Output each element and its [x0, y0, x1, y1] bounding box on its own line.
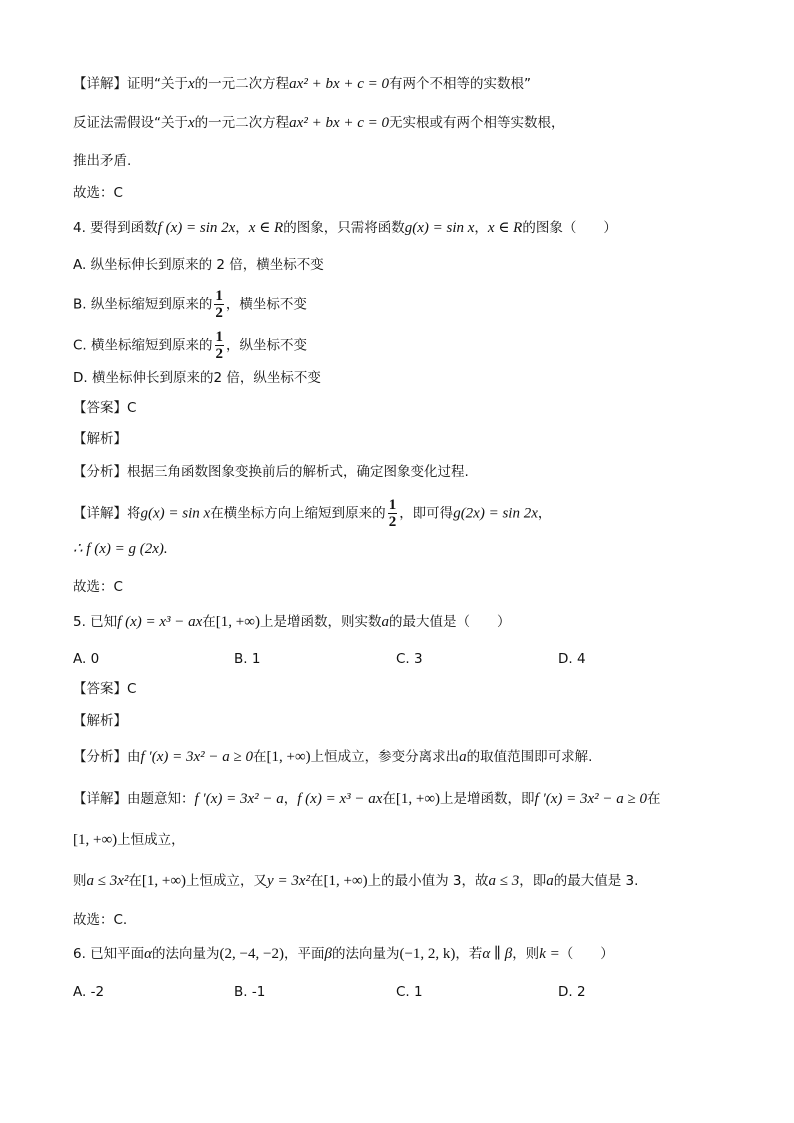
text: 反证法需假设“关于 — [73, 115, 188, 131]
text: ，若 — [455, 946, 483, 962]
math-equation: k = — [539, 946, 560, 962]
fraction — [388, 497, 398, 530]
text: ，即可得 — [399, 505, 454, 522]
detail-tag: 【详解】 — [73, 76, 127, 92]
text: 在 — [382, 791, 396, 807]
text: B. 纵坐标缩短到原来的 — [73, 296, 213, 313]
option-a: A. 0 — [73, 651, 100, 667]
detail-5-line-2 — [73, 830, 185, 850]
math-var: α — [144, 946, 153, 962]
text: 【详解】由题意知： — [73, 791, 195, 807]
math-interval: [1, +∞) — [395, 791, 441, 807]
answer-label: 【答案】C — [73, 681, 137, 697]
option-b: B. -1 — [234, 984, 266, 1000]
numerator: 1 — [215, 288, 223, 304]
text: 在 — [128, 873, 142, 889]
text: 上的最小值为 3，故 — [367, 873, 489, 889]
text: ，即 — [519, 873, 547, 889]
math-equation: g(2x) = sin 2x — [453, 505, 538, 522]
denominator: 2 — [388, 514, 397, 530]
detail-line-1 — [73, 74, 531, 94]
math-interval: [1, +∞) — [73, 832, 118, 848]
text: 则 — [73, 873, 87, 889]
numerator: 1 — [215, 329, 224, 345]
math-domain: x ∈ R — [487, 220, 523, 236]
question-6 — [73, 944, 614, 964]
math-equation: g(x) = sin x — [404, 220, 475, 236]
text: 6. 已知平面 — [73, 946, 145, 962]
numerator: 1 — [388, 497, 397, 513]
conclusion-4 — [73, 539, 168, 559]
text: 在 — [202, 614, 216, 630]
math-domain: x ∈ R — [248, 220, 284, 236]
text: 上恒成立，又 — [186, 873, 268, 889]
math-equation: α ∥ β — [482, 946, 513, 962]
option-d: D. 横坐标伸长到原来的2 倍，纵坐标不变 — [73, 370, 321, 386]
detail-5-line-1 — [73, 789, 661, 809]
detail-line-2 — [73, 113, 565, 133]
math-var: x — [188, 76, 195, 92]
math-interval: [1, +∞) — [215, 614, 260, 630]
option-b — [73, 288, 307, 321]
math-var: x — [188, 115, 195, 131]
text: 的一元二次方程 — [194, 76, 290, 92]
text: ，横坐标不变 — [225, 296, 307, 313]
math-interval: [1, +∞) — [266, 749, 311, 765]
option-d: D. 4 — [558, 651, 586, 667]
detail-4 — [73, 497, 551, 530]
detail-line-3: 推出矛盾. — [73, 153, 132, 169]
text: ， — [235, 220, 249, 236]
math-equation: ax² + bx + c = 0 — [289, 115, 390, 131]
text: 4. 要得到函数 — [73, 220, 158, 236]
detail-5-line-3 — [73, 871, 638, 891]
text: 在 — [252, 749, 267, 765]
text: 的图象（ ） — [522, 220, 617, 236]
text: 的法向量为 — [152, 946, 220, 962]
text: 在 — [647, 791, 661, 807]
option-d: D. 2 — [558, 984, 586, 1000]
math-interval: [1, +∞) — [141, 873, 187, 889]
text: 上恒成立， — [117, 832, 185, 848]
analysis-label: 【解析】 — [73, 431, 127, 447]
denominator: 2 — [215, 305, 223, 321]
text: 证明“关于 — [127, 76, 188, 92]
text: ，纵坐标不变 — [226, 337, 308, 354]
fraction — [214, 288, 224, 321]
math-equation: f ′(x) = 3x² − a — [194, 791, 284, 807]
text: 在 — [309, 873, 324, 889]
answer-select: 故选：C — [73, 185, 123, 201]
text: 有两个不相等的实数根” — [389, 76, 532, 92]
math-interval: [1, +∞) — [323, 873, 368, 889]
text: ， — [283, 791, 298, 807]
text: ，平面 — [283, 946, 325, 962]
text: ， — [537, 505, 552, 522]
question-4 — [73, 218, 617, 238]
answer-select: 故选：C — [73, 579, 123, 595]
option-a: A. -2 — [73, 984, 105, 1000]
text: 的一元二次方程 — [194, 115, 290, 131]
text: 的最大值是 3. — [553, 873, 639, 889]
answer-select: 故选：C. — [73, 912, 128, 928]
analysis-5 — [73, 747, 592, 767]
math-var: β — [324, 946, 332, 962]
math-equation: f (x) = x³ − ax — [297, 791, 383, 807]
text: 上是增函数，即 — [440, 791, 535, 807]
option-a: A. 纵坐标伸长到原来的 2 倍，横坐标不变 — [73, 257, 324, 273]
math-equation: a ≤ 3 — [488, 873, 520, 889]
text: （ ） — [559, 946, 614, 962]
analysis-label: 【解析】 — [73, 713, 127, 729]
math-vector: (2, −4, −2) — [219, 946, 284, 962]
answer-label: 【答案】C — [73, 400, 137, 416]
math-equation: ∴ f (x) = g (2x). — [73, 541, 168, 557]
option-c — [73, 329, 307, 362]
math-equation: f (x) = x³ − ax — [117, 614, 203, 630]
analysis-text: 【分析】根据三角函数图象变换前后的解析式，确定图象变化过程. — [73, 464, 469, 480]
math-var: a — [381, 614, 389, 630]
math-equation: a ≤ 3x² — [86, 873, 129, 889]
option-c: C. 3 — [396, 651, 423, 667]
text: 上恒成立，参变分离求出 — [310, 749, 460, 765]
text: 【分析】由 — [73, 749, 141, 765]
math-var: a — [546, 873, 554, 889]
text: ， — [474, 220, 488, 236]
text: 的取值范围即可求解. — [466, 749, 593, 765]
math-equation: g(x) = sin x — [140, 505, 211, 522]
text: ，则 — [512, 946, 540, 962]
fraction — [215, 329, 225, 362]
text: 上是增函数，则实数 — [259, 614, 382, 630]
text: 无实根或有两个相等实数根， — [389, 115, 565, 131]
math-equation: ax² + bx + c = 0 — [289, 76, 390, 92]
text: 的图象，只需将函数 — [283, 220, 405, 236]
option-b: B. 1 — [234, 651, 261, 667]
text: 的最大值是（ ） — [388, 614, 511, 630]
question-5 — [73, 612, 510, 632]
math-vector: (−1, 2, k) — [399, 946, 456, 962]
math-equation: f (x) = sin 2x — [157, 220, 236, 236]
text: 5. 已知 — [73, 614, 118, 630]
denominator: 2 — [215, 346, 224, 362]
math-equation: f ′(x) = 3x² − a ≥ 0 — [534, 791, 648, 807]
math-equation: y = 3x² — [267, 873, 310, 889]
option-c: C. 1 — [396, 984, 423, 1000]
math-equation: f ′(x) = 3x² − a ≥ 0 — [140, 749, 253, 765]
text: 在横坐标方向上缩短到原来的 — [210, 505, 386, 522]
text: C. 横坐标缩短到原来的 — [73, 337, 213, 354]
text: 的法向量为 — [331, 946, 400, 962]
text: 【详解】将 — [73, 505, 141, 522]
math-var: a — [459, 749, 467, 765]
